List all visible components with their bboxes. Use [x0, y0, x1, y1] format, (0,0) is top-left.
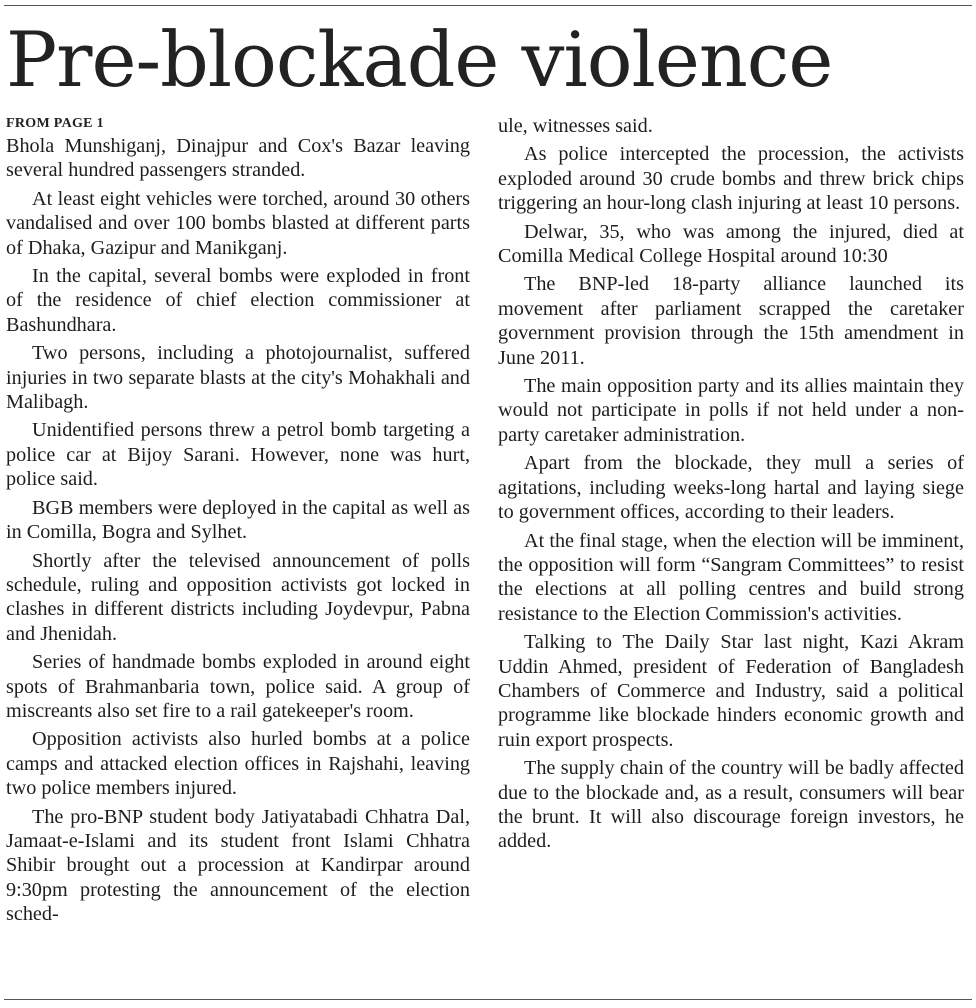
paragraph: At least eight vehicles were torched, around 30 others vandalised and over 100 bombs blasted at different parts of Dhaka, Gazipur and Manikganj.: [6, 187, 470, 259]
paragraph: In the capital, several bombs were exploded in front of the residence of chief election commissioner at Bashundhara.: [6, 265, 470, 336]
paragraph: At the final stage, when the election will be imminent, the opposition will form “Sangram Committees” to resist the elections at all polling centres and build strong resistance to the Election Commission's activities.: [498, 529, 964, 625]
paragraph: Opposition activists also hurled bombs at a police camps and attacked election offices in Rajshahi, leaving two police members injured.: [6, 728, 470, 800]
right-column: [498, 114, 964, 858]
paragraph: Unidentified persons threw a petrol bomb targeting a police car at Bijoy Sarani. However, none was hurt, police said.: [6, 419, 470, 491]
headline: Pre-blockade violence: [6, 15, 833, 104]
paragraph: Delwar, 35, who was among the injured, died at Comilla Medical College Hospital around 10:30: [498, 220, 964, 268]
left-column: [6, 114, 470, 931]
paragraph: Apart from the blockade, they mull a series of agitations, including weeks-long hartal and laying siege to government offices, according to their leaders.: [498, 452, 964, 524]
paragraph: BGB members were deployed in the capital as well as in Comilla, Bogra and Sylhet.: [6, 496, 470, 544]
bottom-rule: [4, 999, 972, 1000]
paragraph: Bhola Munshiganj, Dinajpur and Cox's Bazar leaving several hundred passengers stranded.: [6, 135, 470, 182]
top-rule: [4, 5, 972, 6]
paragraph: ule, witnesses said.: [498, 115, 653, 137]
paragraph: Shortly after the televised announcement of polls schedule, ruling and opposition activists got locked in clashes in different districts including Joydevpur, Pabna and Jhenidah.: [6, 549, 470, 645]
paragraph: The supply chain of the country will be badly affected due to the blockade and, as a result, consumers will bear the brunt. It will also discourage foreign investors, he added.: [498, 757, 964, 853]
paragraph: As police intercepted the procession, the activists exploded around 30 crude bombs and threw brick chips triggering an hour-long clash injuring at least 10 persons.: [498, 143, 964, 215]
paragraph: The pro-BNP student body Jatiyatabadi Chhatra Dal, Jamaat-e-Islami and its student front Islami Chhatra Shibir brought out a procession at Kandirpar around 9:30pm protesting the announcement of the election sched-: [6, 805, 470, 926]
paragraph: Two persons, including a photojournalist, suffered injuries in two separate blasts at the city's Mohakhali and Malibagh.: [6, 342, 470, 414]
paragraph: The BNP-led 18-party alliance launched its movement after parliament scrapped the caretaker government provision through the 15th amendment in June 2011.: [498, 273, 964, 369]
paragraph: Series of handmade bombs exploded in around eight spots of Brahmanbaria town, police said. A group of miscreants also set fire to a rail gatekeeper's room.: [6, 651, 470, 722]
paragraph: The main opposition party and its allies maintain they would not participate in polls if not held under a non-party caretaker administration.: [498, 375, 964, 446]
kicker-from-page: FROM PAGE 1: [6, 116, 104, 131]
paragraph: Talking to The Daily Star last night, Kazi Akram Uddin Ahmed, president of Federation of Bangladesh Chambers of Commerce and Industry, said a political programme like blockade hinders economic growth and ruin export prospects.: [498, 631, 964, 751]
